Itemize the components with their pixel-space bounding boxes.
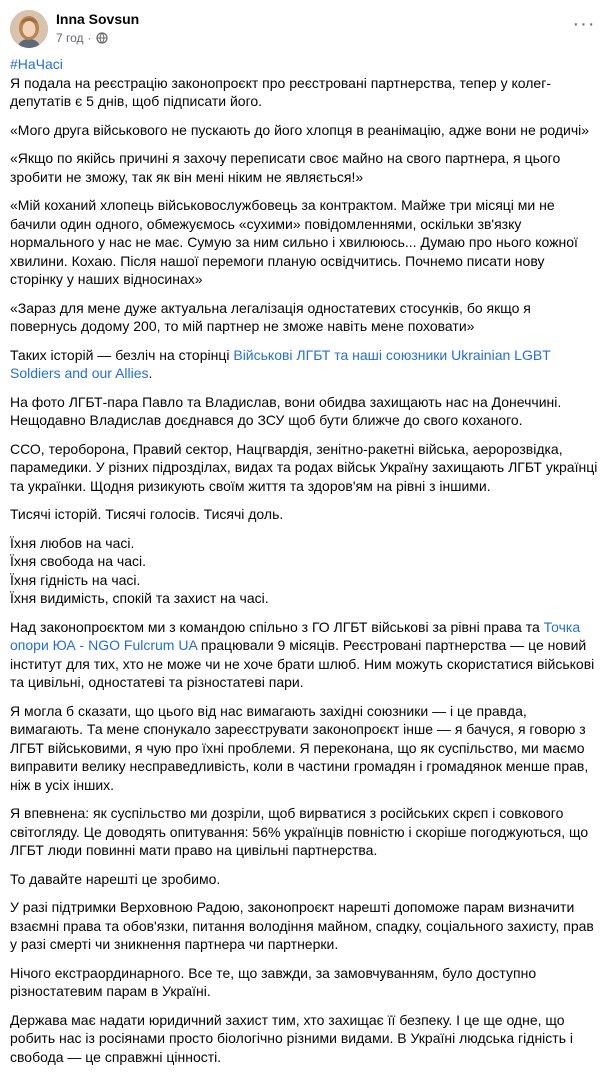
avatar-image xyxy=(10,10,48,48)
stories-text-post: . xyxy=(148,365,153,381)
slogan-list xyxy=(10,534,600,608)
author-name[interactable]: Inna Sovsun xyxy=(56,11,140,27)
page-link-fulcrum[interactable]: Точка опори ЮА - NGO Fulcrum UA xyxy=(10,618,581,653)
globe-icon xyxy=(96,32,108,44)
post-body xyxy=(10,55,600,1076)
quote-3: «Мій коханий хлопець військовослужбовець за контрактом. Майже три місяці ми не бачили один одного, обмежуємось «сухими» повідомленнями, оскільки зв'язку нормального у нас не має. Сумую за ним сильно і хвилююсь... Думаю про нього кожної хвилини. Кохаю. Після нашої перемоги планую освідчитись. Почнемо писати нову сторінку у наших відносинах» xyxy=(10,197,578,287)
meta-separator: · xyxy=(87,31,92,45)
paragraph-thousands: Тисячі історій. Тисячі голосів. Тисячі доль. xyxy=(10,506,284,522)
more-options-icon[interactable]: ··· xyxy=(572,13,596,35)
post-meta xyxy=(56,31,108,45)
paragraph-units: ССО, тероборона, Правий сектор, Нацгвардія, зенітно-ракетні війська, аеророзвідка, парамедики. У різних підрозділах, видах та родах військ Україну захищають ЛГБТ українці та українки. Щодня ризикують своїм життя та здоров'ям на рівні з іншими. xyxy=(10,440,598,494)
team-text-post: працювали 9 місяців. Реєстровані партнерства — це новий інститут для тих, хто не може чи не хоче брати шлюб. Ним можуть скористатися військові та цивільні, одностатеві та різностатеві пари. xyxy=(10,637,595,690)
paragraph-stories xyxy=(10,346,600,383)
slogan-line: Їхня свобода на часі. xyxy=(10,553,146,569)
stories-text-pre: Таких історій — безліч на сторінці xyxy=(10,346,234,363)
paragraph-team xyxy=(10,618,600,692)
slogan-line: Їхня видимість, спокій та захист на часі. xyxy=(10,590,269,606)
paragraph-society: Я впевнена: як суспільство ми дозріли, щоб вирватися з російських скрєп і совкового світогляду. Це доводять опитування: 56% українців повністю і скоріше погоджуються, що ЛГБТ люди повинні мати право на цивільні партнерства. xyxy=(10,805,589,858)
slogan-line: Їхня гідність на часі. xyxy=(10,571,141,588)
paragraph-intro: Я подала на реєстрацію законопроєкт про реєстровані партнерства, тепер у колег-депутатів є 5 днів, щоб підписати його. xyxy=(10,74,551,109)
quote-4: «Зараз для мене дуже актуальна легалізація одностатевих стосунків, бо якщо я повернусь додому 200, то мій партнер не зможе навіть мене поховати» xyxy=(10,299,531,334)
paragraph-state: Держава має надати юридичний захист тим, хто захищає її безпеку. І це ще одне, що робить нас із росіянами просто біологічно різними видами. В Україні людська гідність і свобода — це справжні цінності. xyxy=(10,1011,573,1065)
quote-1: «Мого друга військового не пускають до його хлопця в реанімацію, адже вони не родичі» xyxy=(10,121,590,138)
hashtag-link[interactable]: #НаЧасі xyxy=(10,56,63,72)
page-link-lgbt-soldiers[interactable]: Військові ЛГБТ та наші союзники Ukrainian LGBT Soldiers and our Allies xyxy=(10,346,551,381)
team-text-pre: Над законопроєктом ми з командою спільно з ГО ЛГБТ військові за рівні права та xyxy=(10,618,544,635)
avatar[interactable] xyxy=(10,10,48,48)
paragraph-nothing-extra: Нічого екстраординарного. Все те, що завжди, за замовчуванням, було доступно різностатевим парам в Україні. xyxy=(10,964,537,999)
paragraph-call: То давайте нарешті це зробимо. xyxy=(10,870,221,887)
post-header xyxy=(10,10,600,50)
post-time[interactable]: 7 год xyxy=(56,31,84,45)
quote-2: «Якщо по якійсь причині я захочу переписати своє майно на свого партнера, я цього зробити не зможу, так як він мені ніким не являється!» xyxy=(10,150,561,185)
paragraph-photo: На фото ЛГБТ-пара Павло та Владислав, вони обидва захищають нас на Донеччині. Нещодавно Владислав доєднався до ЗСУ щоб бути ближче до свого коханого. xyxy=(10,393,562,428)
paragraph-support: У разі підтримки Верховною Радою, законопроєкт нарешті допоможе парам визначити взаємні права та обов'язки, питання володіння майном, спадку, соціального захисту, прав у разі смерті чи зникнення партнера чи партнерки. xyxy=(10,899,594,952)
slogan-line: Їхня любов на часі. xyxy=(10,534,135,551)
paragraph-allies: Я могла б сказати, що цього від нас вимагають західні союзники — і це правда, вимагають. Та мене спонукало зареєструвати законопроєкт інше — я бачуся, я говорю з ЛГБТ військовими, я чую про їхні проблеми. Я переконана, що як суспільство, ми маємо виправити велику несправедливість, коли в частини громадян і громадянок менше прав, ніж в усіх інших. xyxy=(10,702,589,793)
